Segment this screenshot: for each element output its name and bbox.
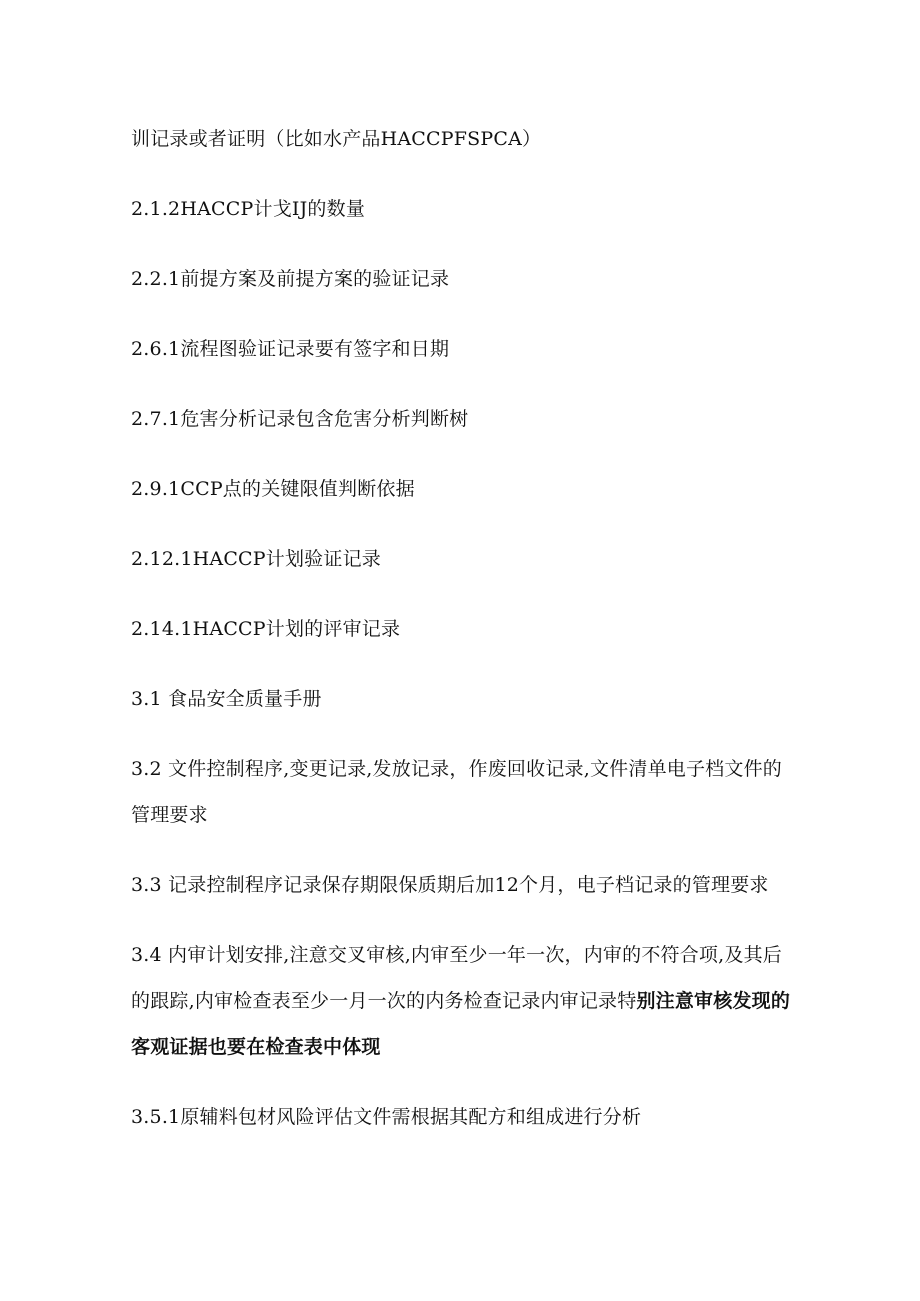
- paragraph-2-14-1: 2.14.1HACCP计划的评审记录: [131, 618, 401, 640]
- paragraph-2-12-1: 2.12.1HACCP计划验证记录: [131, 548, 381, 570]
- paragraph-2-1-2: 2.1.2HACCP计戈IJ的数量: [131, 198, 366, 220]
- paragraph-3-4-text: 3.4 内审计划安排,注意交叉审核,内审至少一年一次，内审的不符合项,及其后的跟踪,内审检查表至少一月一次的内务检查记录内审记录特: [131, 944, 782, 1012]
- paragraph-2-6-1: 2.6.1流程图验证记录要有签字和日期: [131, 338, 450, 360]
- paragraph-2-9-1: 2.9.1CCP点的关键限值判断依据: [131, 478, 415, 500]
- paragraph-3-1: 3.1 食品安全质量手册: [131, 688, 322, 710]
- paragraph-training-records: 训记录或者证明（比如水产品HACCPFSPCA）: [131, 128, 542, 150]
- paragraph-3-4: [131, 932, 801, 1070]
- paragraph-3-4-bold-text: 别注意审核发现的客观证据也要在检查表中体现: [131, 990, 791, 1058]
- paragraph-3-2: 3.2 文件控制程序,变更记录,发放记录，作废回收记录,文件清单电子档文件的管理要求: [131, 758, 782, 826]
- paragraph-2-7-1: 2.7.1危害分析记录包含危害分析判断树: [131, 408, 469, 430]
- document-body: [131, 116, 801, 1164]
- paragraph-2-2-1: 2.2.1前提方案及前提方案的验证记录: [131, 268, 450, 290]
- paragraph-3-3: 3.3 记录控制程序记录保存期限保质期后加12个月，电子档记录的管理要求: [131, 874, 769, 896]
- paragraph-3-5-1: 3.5.1原辅料包材风险评估文件需根据其配方和组成进行分析: [131, 1106, 642, 1128]
